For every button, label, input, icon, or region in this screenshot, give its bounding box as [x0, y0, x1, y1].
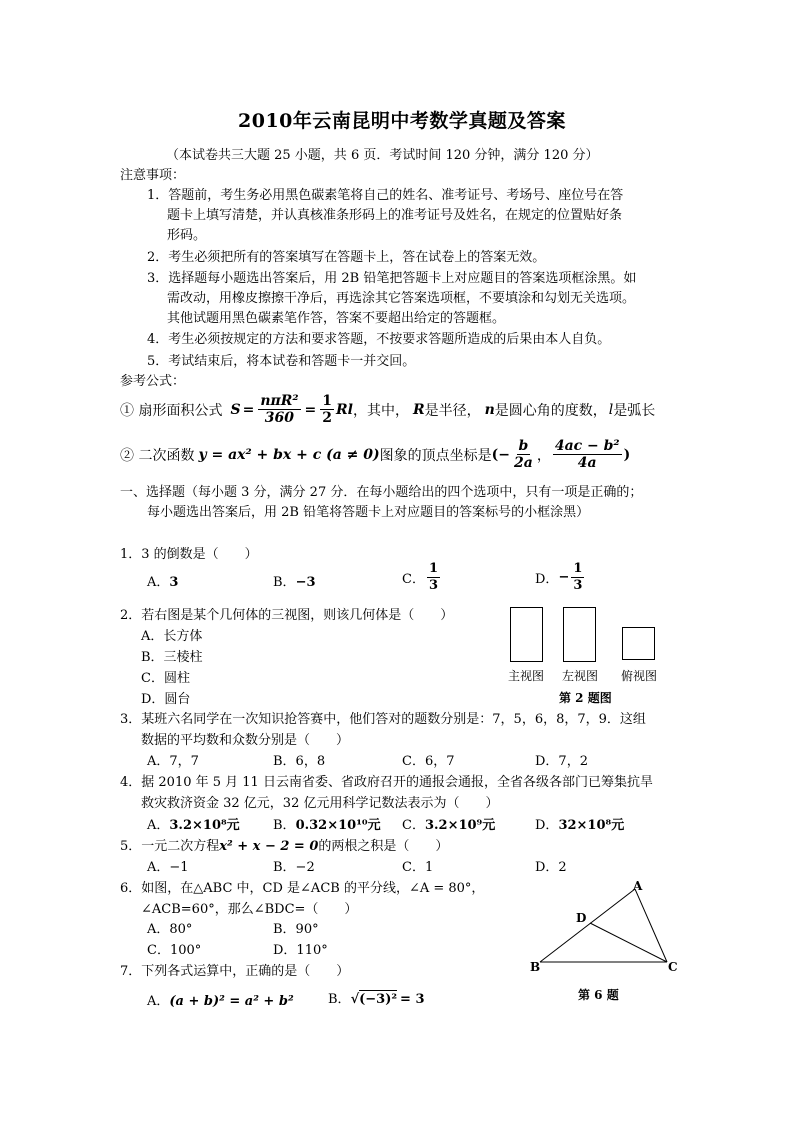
top-view-shape	[622, 627, 655, 660]
bisector-cd	[590, 923, 667, 962]
q2-option-d: D．圆台	[141, 692, 191, 707]
q7-option-a: A．(a + b)² = a² + b²	[147, 994, 294, 1009]
side-ba	[540, 889, 635, 962]
front-view-shape	[510, 607, 543, 662]
q1-option-d: D． − $\frac{1}{3}$	[535, 561, 583, 593]
q3-option-b: B．6，8	[273, 754, 326, 769]
side-ac	[635, 889, 667, 962]
formula-vertex: ② 二次函数 y = ax² + bx + c (a ≠ 0) 图象的顶点坐标是 (− $\frac{b}{2a}$ ， $\frac{\text{4ac − b²}}{4a}$ )	[120, 438, 631, 471]
question-3-stem-cont: 数据的平均数和众数分别是（ ）	[141, 733, 350, 748]
fraction: $\frac{1}{2}$	[322, 393, 332, 426]
q2-option-a: A．长方体	[141, 629, 203, 644]
point-d-label: D	[576, 911, 587, 925]
note-line: 其他试题用黑色碳素笔作答，答案不要超出给定的答题框。	[167, 311, 506, 326]
question-5-stem: 5．一元二次方程x² + x − 2 = 0的两根之积是（ ）	[120, 839, 449, 854]
q2-option-c: C．圆柱	[141, 671, 190, 686]
note-line: 2．考生必须把所有的答案填写在答题卡上，答在试卷上的答案无效。	[147, 250, 546, 265]
section-heading: 每小题选出答案后，用 2B 铅笔将答题卡上对应题目的答案标号的小框涂黑）	[147, 505, 590, 520]
note-line: 形码。	[167, 228, 207, 243]
q1-option-a: A．3	[147, 575, 179, 590]
point-c-label: C	[668, 960, 678, 974]
question-2-stem: 2．若右图是某个几何体的三视图，则该几何体是（ ）	[120, 608, 454, 623]
side-view-shape	[563, 607, 596, 662]
exam-info: （本试卷共三大题 25 小题，共 6 页．考试时间 120 分钟，满分 120 分）	[166, 148, 599, 163]
fraction: $\frac{b}{2a}$	[514, 438, 533, 471]
note-line: 3．选择题每小题选出答案后，用 2B 铅笔把答题卡上对应题目的答案选项框涂黑。如	[147, 271, 637, 286]
note-line: 需改动，用橡皮擦擦干净后，再选涂其它答案选项框，不要填涂和勾划无关选项。	[167, 291, 636, 306]
question-4-stem: 4．据 2010 年 5 月 11 日云南省委、省政府召开的通报会通报，全省各级各部门已筹集抗旱	[120, 775, 653, 790]
point-b-label: B	[530, 960, 541, 974]
question-1-stem: 1．3 的倒数是（ ）	[120, 547, 258, 562]
q4-option-a: A．3.2×10⁸元	[147, 818, 240, 833]
q5-option-c: C．1	[402, 860, 434, 875]
q3-option-a: A．7，7	[147, 754, 199, 769]
q1-option-b: B．−3	[273, 575, 316, 590]
figure-caption: 第 2 题图	[559, 691, 612, 705]
q6-option-a: A．80°	[147, 922, 193, 937]
formula-label: ① 扇形面积公式	[120, 402, 223, 419]
side-view-label: 左视图	[562, 669, 599, 683]
section-heading: 一、选择题（每小题 3 分，满分 27 分．在每小题给出的四个选项中，只有一项是正确的；	[120, 485, 643, 500]
q6-option-b: B．90°	[273, 922, 319, 937]
figure-caption: 第 6 题	[578, 988, 619, 1002]
q6-option-d: D．110°	[273, 943, 328, 958]
note-line: 题卡上填写清楚，并认真核准条形码上的准考证号及姓名，在规定的位置贴好条	[167, 208, 623, 223]
fraction: $\frac{\text{4ac − b²}}{4a}$	[554, 438, 620, 471]
note-line: 5．考试结束后，将本试卷和答题卡一并交回。	[147, 354, 416, 369]
notes-heading: 注意事项：	[120, 168, 186, 183]
q1-option-c: C． $\frac{1}{3}$	[402, 561, 438, 593]
note-line: 1．答题前，考生务必用黑色碳素笔将自己的姓名、准考证号、考场号、座位号在答	[147, 188, 624, 203]
question-4-stem-cont: 救灾救济资金 32 亿元，32 亿元用科学记数法表示为（ ）	[141, 796, 499, 811]
page-title: 2010年云南昆明中考数学真题及答案	[238, 110, 566, 132]
question-6-stem-cont: ∠ACB=60°，那么∠BDC=（ ）	[141, 902, 358, 917]
point-a-label: A	[633, 879, 643, 893]
question-7-stem: 7．下列各式运算中，正确的是（ ）	[120, 964, 350, 979]
triangle-figure	[520, 872, 690, 972]
q4-option-c: C．3.2×10⁹元	[402, 818, 496, 833]
q5-option-d: D．2	[535, 860, 567, 875]
formula-sector-area: ① 扇形面积公式 S = $\frac{\text{nπR²}}{360}$ = $\frac{1}{2}$ Rl ，其中， R 是半径， n 是圆心角的度数， l 是弧长	[120, 393, 656, 426]
question-6-stem: 6．如图，在△ABC 中，CD 是∠ACB 的平分线，∠A = 80°，	[120, 881, 485, 896]
note-line: 4．考生必须按规定的方法和要求答题，不按要求答题所造成的后果由本人自负。	[147, 332, 611, 347]
question-3-stem: 3．某班六名同学在一次知识抢答赛中，他们答对的题数分别是：7，5，6，8，7，9．这组	[120, 712, 646, 727]
q4-option-d: D．32×10⁸元	[535, 818, 625, 833]
fraction: $\frac{\text{nπR²}}{360}$	[260, 393, 299, 426]
q3-option-d: D．7，2	[535, 754, 588, 769]
q3-option-c: C．6，7	[402, 754, 455, 769]
formula-label: ② 二次函数	[120, 447, 195, 464]
q7-option-b: B．√(−3)² = 3	[328, 992, 425, 1007]
q2-option-b: B．三棱柱	[141, 650, 203, 665]
front-view-label: 主视图	[508, 669, 545, 683]
q5-option-a: A．−1	[147, 860, 189, 875]
q6-option-c: C．100°	[147, 943, 202, 958]
top-view-label: 俯视图	[621, 669, 658, 683]
formulas-heading: 参考公式：	[120, 374, 186, 389]
q5-option-b: B．−2	[273, 860, 315, 875]
q4-option-b: B．0.32×10¹⁰元	[273, 818, 381, 833]
